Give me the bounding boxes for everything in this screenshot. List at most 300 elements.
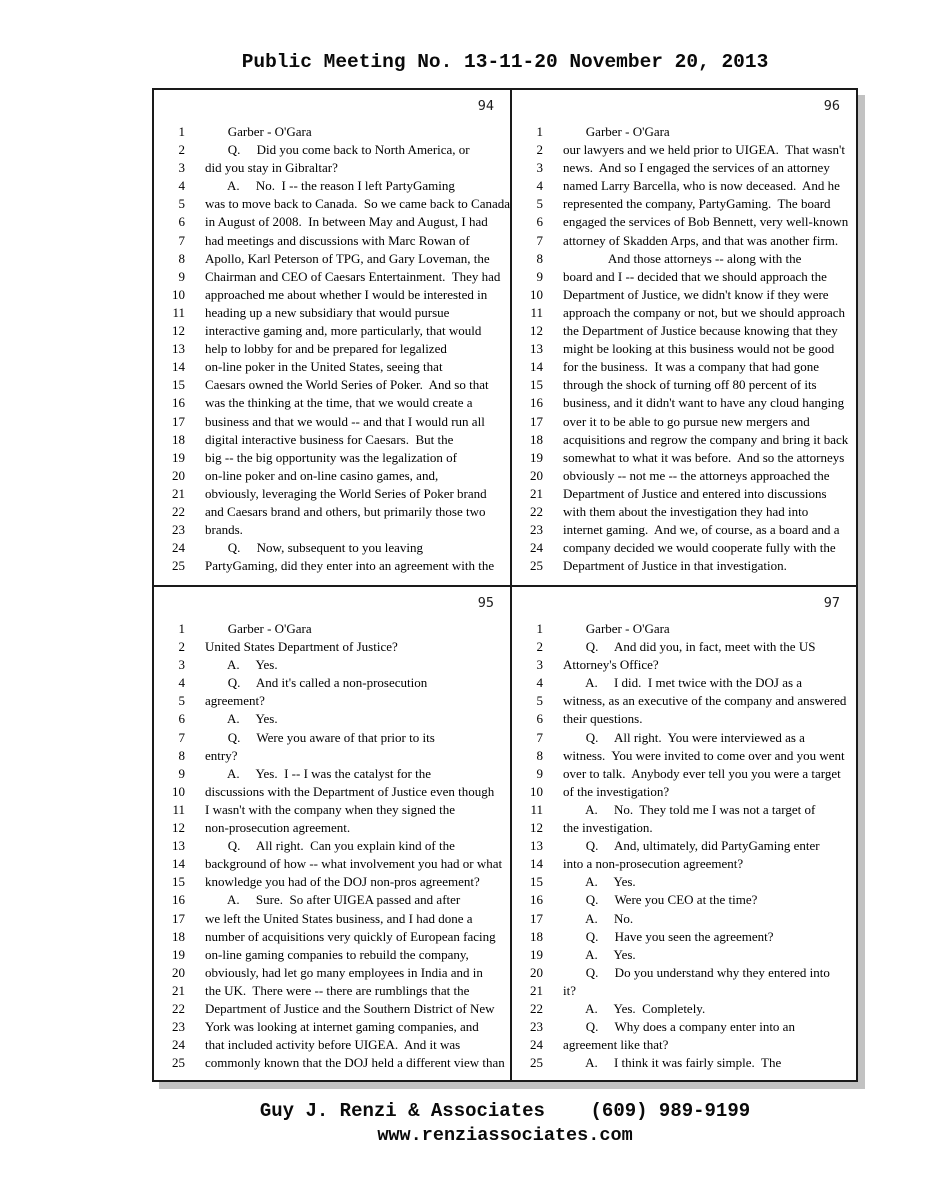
- transcript-line: [154, 250, 510, 268]
- line-text: A. No. They told me I was not a target of: [563, 801, 816, 817]
- line-number: 25: [530, 558, 544, 574]
- transcript-line: [154, 358, 510, 376]
- line-number: 17: [172, 413, 185, 429]
- page-number: 96: [823, 98, 840, 114]
- line-number: 18: [530, 431, 544, 447]
- line-text: Q. All right. Can you explain kind of the: [205, 838, 455, 854]
- line-number: 16: [172, 892, 185, 908]
- line-number: 18: [530, 928, 544, 944]
- transcript-line: [154, 123, 510, 141]
- transcript-line: [512, 928, 856, 946]
- line-text: was the thinking at the time, that we would create a: [205, 395, 473, 411]
- line-number: 17: [530, 413, 544, 429]
- transcript-line: [512, 503, 856, 521]
- line-number: 10: [530, 286, 544, 302]
- transcript-line: [154, 286, 510, 304]
- transcript-line: [154, 1036, 510, 1054]
- line-text: Garber - O'Gara: [205, 124, 312, 139]
- line-number: 13: [530, 341, 544, 357]
- transcript-line: [154, 801, 510, 819]
- transcript-line: [154, 692, 510, 710]
- transcript-line: [154, 1054, 510, 1072]
- transcript-line: [154, 177, 510, 195]
- transcript-line: [512, 891, 856, 909]
- line-number: 25: [172, 1055, 185, 1071]
- line-number: 22: [530, 503, 544, 519]
- line-text: into a non-prosecution agreement?: [563, 856, 744, 872]
- transcript-line: [154, 946, 510, 964]
- line-number: 6: [178, 711, 185, 727]
- line-text: A. Yes.: [205, 711, 278, 727]
- line-number: 10: [530, 783, 544, 799]
- line-text: Apollo, Karl Peterson of TPG, and Gary Loveman, the: [205, 250, 490, 266]
- transcript-line: [512, 413, 856, 431]
- transcript-line: [154, 928, 510, 946]
- line-text: And those attorneys -- along with the: [563, 250, 802, 266]
- transcript-line: [154, 557, 510, 575]
- page-number: 95: [477, 595, 495, 611]
- line-number: 14: [172, 856, 185, 872]
- line-number: 14: [530, 359, 544, 375]
- line-number: 12: [172, 323, 185, 339]
- line-text: Garber - O'Gara: [563, 124, 670, 139]
- line-number: 16: [172, 395, 185, 411]
- transcript-line: [512, 159, 856, 177]
- line-number: 3: [536, 657, 544, 673]
- line-text: did you stay in Gibraltar?: [205, 160, 338, 176]
- transcript-line: [154, 620, 510, 638]
- line-text: A. I did. I met twice with the DOJ as a: [563, 675, 803, 691]
- line-text: approach the company or not, but we should approach: [563, 304, 845, 320]
- transcript-line: [512, 195, 856, 213]
- page-title: Public Meeting No. 13-11-20 November 20, 2013: [241, 51, 769, 73]
- transcript-line: [154, 765, 510, 783]
- line-number: 12: [530, 323, 544, 339]
- line-text: A. Sure. So after UIGEA passed and after: [205, 892, 461, 908]
- line-number: 7: [536, 232, 544, 248]
- transcript-line: [154, 729, 510, 747]
- line-text: the Department of Justice because knowing that they: [563, 323, 838, 339]
- transcript-line: [154, 982, 510, 1000]
- transcript-line: [154, 195, 510, 213]
- transcript-line: [154, 322, 510, 340]
- transcript-line: [512, 765, 856, 783]
- line-number: 19: [530, 449, 544, 465]
- line-number: 20: [530, 467, 544, 483]
- line-text: Q. Were you CEO at the time?: [563, 892, 758, 908]
- transcript-line: [512, 946, 856, 964]
- line-number: 2: [536, 639, 544, 655]
- transcript-line: [512, 485, 856, 503]
- line-text: obviously, had let go many employees in India and in: [205, 964, 483, 980]
- line-text: Q. All right. You were interviewed as a: [563, 729, 805, 745]
- line-text: board and I -- decided that we should approach the: [563, 268, 827, 284]
- line-number: 19: [530, 946, 544, 962]
- line-number: 16: [530, 892, 544, 908]
- transcript-line: [512, 213, 856, 231]
- line-number: 23: [172, 1019, 185, 1035]
- transcript-line: [512, 747, 856, 765]
- line-text: agreement like that?: [563, 1037, 669, 1053]
- transcript-line: [154, 503, 510, 521]
- line-text: on-line gaming companies to rebuild the company,: [205, 946, 469, 962]
- line-text: on-line poker in the United States, seeing that: [205, 359, 443, 375]
- line-number: 13: [530, 838, 544, 854]
- line-text: knowledge you had of the DOJ non-pros agreement?: [205, 874, 480, 890]
- line-text: Garber - O'Gara: [205, 621, 312, 636]
- transcript-line: [512, 250, 856, 268]
- transcript-line: [512, 358, 856, 376]
- transcript-line: [512, 729, 856, 747]
- line-number: 12: [530, 820, 544, 836]
- transcript-line: [154, 964, 510, 982]
- line-number: 12: [172, 820, 185, 836]
- line-text: that included activity before UIGEA. And it was: [205, 1037, 461, 1053]
- line-text: represented the company, PartyGaming. The board: [563, 196, 831, 212]
- transcript-line: [512, 286, 856, 304]
- line-text: A. Yes.: [563, 874, 636, 890]
- line-text: Caesars owned the World Series of Poker. And so that: [205, 377, 489, 393]
- line-text: A. I think it was fairly simple. The: [563, 1055, 782, 1071]
- line-text: might be looking at this business would not be good: [563, 341, 835, 357]
- line-text: agreement?: [205, 693, 265, 709]
- transcript-line: [154, 340, 510, 358]
- line-text: entry?: [205, 747, 238, 763]
- line-number: 23: [530, 1019, 544, 1035]
- line-text: Q. And, ultimately, did PartyGaming enter: [563, 838, 820, 854]
- transcript-line: [512, 1000, 856, 1018]
- line-text: York was looking at internet gaming companies, and: [205, 1019, 479, 1035]
- line-text: Q. And did you, in fact, meet with the US: [563, 639, 816, 655]
- reporter-company-phone: Guy J. Renzi & Associates (609) 989-9199: [259, 1100, 751, 1122]
- line-number: 25: [530, 1055, 544, 1071]
- transcript-line: [154, 394, 510, 412]
- transcript-line: [154, 910, 510, 928]
- line-text: the investigation.: [563, 820, 653, 836]
- page-number: 94: [477, 98, 495, 114]
- transcript-line: [512, 873, 856, 891]
- transcript-line: [154, 747, 510, 765]
- line-number: 8: [178, 250, 185, 266]
- line-text: news. And so I engaged the services of an attorney: [563, 160, 830, 176]
- transcript-line: [154, 674, 510, 692]
- transcript-line: [512, 855, 856, 873]
- transcript-page-96: [512, 90, 856, 587]
- transcript-line: [512, 692, 856, 710]
- transcript-line: [154, 304, 510, 322]
- line-text: Q. Now, subsequent to you leaving: [205, 540, 423, 556]
- line-text: Q. Did you come back to North America, or: [205, 142, 470, 158]
- transcript-line: [512, 376, 856, 394]
- line-number: 19: [172, 946, 185, 962]
- transcript-line: [154, 521, 510, 539]
- transcript-line: [512, 141, 856, 159]
- transcript-line: [154, 232, 510, 250]
- line-number: 9: [536, 765, 544, 781]
- transcript-lines: [512, 123, 856, 575]
- transcript-line: [512, 801, 856, 819]
- transcript-line: [512, 322, 856, 340]
- line-text: Department of Justice in that investigation.: [563, 558, 787, 574]
- line-number: 11: [172, 304, 185, 320]
- line-number: 6: [178, 214, 185, 230]
- transcript-line: [512, 710, 856, 728]
- line-text: over to talk. Anybody ever tell you you were a target: [563, 765, 841, 781]
- line-number: 14: [172, 359, 185, 375]
- line-number: 7: [178, 232, 185, 248]
- transcript-line: [512, 467, 856, 485]
- transcript-line: [512, 964, 856, 982]
- line-number: 18: [172, 431, 185, 447]
- transcript-line: [512, 783, 856, 801]
- line-text: was to move back to Canada. So we came back to Canada: [205, 196, 511, 212]
- transcript-line: [154, 891, 510, 909]
- line-text: A. Yes.: [205, 657, 278, 673]
- line-number: 25: [172, 558, 185, 574]
- line-number: 21: [530, 982, 544, 998]
- line-number: 13: [172, 838, 185, 854]
- line-text: company decided we would cooperate fully with the: [563, 540, 836, 556]
- line-number: 24: [530, 540, 544, 556]
- transcript-line: [154, 485, 510, 503]
- line-number: 2: [178, 142, 185, 158]
- line-text: engaged the services of Bob Bennett, very well-known: [563, 214, 849, 230]
- line-number: 19: [172, 449, 185, 465]
- line-text: through the shock of turning off 80 percent of its: [563, 377, 817, 393]
- transcript-line: [512, 431, 856, 449]
- line-number: 6: [536, 711, 544, 727]
- line-text: help to lobby for and be prepared for legalized: [205, 341, 447, 357]
- page-number: 97: [823, 595, 840, 611]
- line-number: 5: [536, 693, 544, 709]
- line-number: 2: [178, 639, 185, 655]
- line-text: in August of 2008. In between May and August, I had: [205, 214, 488, 230]
- transcript-lines: [512, 620, 856, 1072]
- transcript-line: [154, 449, 510, 467]
- line-text: background of how -- what involvement you had or what: [205, 856, 503, 872]
- transcript-page-95: [154, 587, 512, 1080]
- transcript-line: [512, 638, 856, 656]
- transcript-line: [512, 449, 856, 467]
- line-text: A. Yes. Completely.: [563, 1000, 706, 1016]
- line-text: Q. Why does a company enter into an: [563, 1019, 795, 1035]
- line-text: Chairman and CEO of Caesars Entertainment. They had: [205, 268, 501, 284]
- line-number: 14: [530, 856, 544, 872]
- line-text: A. Yes.: [563, 946, 636, 962]
- line-text: Q. Were you aware of that prior to its: [205, 729, 435, 745]
- line-text: obviously, leveraging the World Series of Poker brand: [205, 485, 487, 501]
- line-text: Q. Do you understand why they entered into: [563, 964, 830, 980]
- transcript-line: [154, 710, 510, 728]
- line-text: Department of Justice, we didn't know if they were: [563, 286, 829, 302]
- line-text: interactive gaming and, more particularly, that would: [205, 323, 482, 339]
- transcript-lines: [154, 620, 510, 1072]
- transcript-page-94: [154, 90, 512, 587]
- transcript-line: [154, 467, 510, 485]
- line-text: brands.: [205, 522, 243, 538]
- line-text: number of acquisitions very quickly of European facing: [205, 928, 496, 944]
- line-number: 18: [172, 928, 185, 944]
- line-number: 1: [178, 124, 185, 139]
- line-number: 10: [172, 286, 185, 302]
- transcript-line: [154, 873, 510, 891]
- line-number: 3: [178, 657, 185, 673]
- line-text: commonly known that the DOJ held a different view than: [205, 1055, 505, 1071]
- transcript-line: [154, 783, 510, 801]
- transcript-line: [512, 819, 856, 837]
- line-text: digital interactive business for Caesars. But the: [205, 431, 454, 447]
- line-number: 4: [178, 178, 185, 194]
- line-number: 21: [172, 982, 185, 998]
- line-text: with them about the investigation they had into: [563, 503, 809, 519]
- transcript-line: [154, 855, 510, 873]
- line-number: 22: [172, 1000, 185, 1016]
- line-number: 21: [172, 485, 185, 501]
- line-text: we left the United States business, and I had done a: [205, 910, 473, 926]
- transcript-lines: [154, 123, 510, 575]
- line-number: 16: [530, 395, 544, 411]
- line-number: 4: [536, 675, 544, 691]
- transcript-line: [154, 539, 510, 557]
- line-text: witness. You were invited to come over and you went: [563, 747, 845, 763]
- line-number: 13: [172, 341, 185, 357]
- line-text: United States Department of Justice?: [205, 639, 398, 655]
- line-number: 24: [172, 540, 185, 556]
- transcript-line: [512, 232, 856, 250]
- line-text: A. No. I -- the reason I left PartyGaming: [205, 178, 455, 194]
- line-number: 1: [536, 621, 544, 636]
- line-text: of the investigation?: [563, 783, 670, 799]
- transcript-line: [512, 177, 856, 195]
- line-text: Department of Justice and entered into discussions: [563, 485, 827, 501]
- transcript-line: [512, 123, 856, 141]
- line-text: the UK. There were -- there are rumblings that the: [205, 982, 470, 998]
- transcript-line: [154, 656, 510, 674]
- line-number: 15: [172, 377, 185, 393]
- line-number: 7: [536, 729, 544, 745]
- transcript-line: [512, 910, 856, 928]
- line-number: 9: [178, 268, 185, 284]
- line-text: Q. And it's called a non-prosecution: [205, 675, 428, 691]
- line-number: 4: [536, 178, 544, 194]
- line-text: business, and it didn't want to have any cloud hanging: [563, 395, 845, 411]
- line-number: 22: [530, 1000, 544, 1016]
- line-number: 15: [530, 874, 544, 890]
- line-text: non-prosecution agreement.: [205, 820, 351, 836]
- transcript-line: [512, 557, 856, 575]
- line-number: 8: [178, 747, 185, 763]
- line-number: 1: [178, 621, 185, 636]
- line-text: internet gaming. And we, of course, as a board and a: [563, 522, 840, 538]
- line-text: discussions with the Department of Justice even though: [205, 783, 495, 799]
- line-number: 23: [172, 522, 185, 538]
- transcript-line: [512, 982, 856, 1000]
- line-number: 22: [172, 503, 185, 519]
- line-text: Q. Have you seen the agreement?: [563, 928, 774, 944]
- line-number: 4: [178, 675, 185, 691]
- line-number: 11: [530, 801, 544, 817]
- line-number: 20: [530, 964, 544, 980]
- line-text: had meetings and discussions with Marc Rowan of: [205, 232, 470, 248]
- line-number: 1: [536, 124, 544, 139]
- line-text: heading up a new subsidiary that would pursue: [205, 304, 450, 320]
- line-text: business and that we would -- and that I would run all: [205, 413, 485, 429]
- line-text: approached me about whether I would be interested in: [205, 286, 488, 302]
- line-text: it?: [563, 982, 577, 998]
- line-text: PartyGaming, did they enter into an agreement with the: [205, 558, 495, 574]
- transcript-line: [512, 837, 856, 855]
- transcript-line: [154, 837, 510, 855]
- line-text: A. No.: [563, 910, 634, 926]
- transcript-page-97: [512, 587, 856, 1080]
- line-number: 5: [178, 196, 185, 212]
- transcript-line: [512, 1036, 856, 1054]
- transcript-line: [154, 1000, 510, 1018]
- line-number: 3: [536, 160, 544, 176]
- transcript-line: [512, 674, 856, 692]
- line-text: obviously -- not me -- the attorneys approached the: [563, 467, 830, 483]
- reporter-website: www.renziassociates.com: [377, 1125, 633, 1146]
- line-number: 11: [172, 801, 185, 817]
- line-number: 23: [530, 522, 544, 538]
- line-text: big -- the big opportunity was the legalization of: [205, 449, 457, 465]
- line-number: 15: [172, 874, 185, 890]
- line-number: 5: [178, 693, 185, 709]
- transcript-line: [512, 1018, 856, 1036]
- line-number: 17: [172, 910, 185, 926]
- line-number: 3: [178, 160, 185, 176]
- transcript-line: [154, 819, 510, 837]
- line-number: 20: [172, 467, 185, 483]
- line-number: 15: [530, 377, 544, 393]
- line-text: Garber - O'Gara: [563, 621, 670, 636]
- transcript-line: [154, 376, 510, 394]
- line-number: 9: [536, 268, 544, 284]
- transcript-line: [154, 638, 510, 656]
- line-text: witness, as an executive of the company and answered: [563, 693, 847, 709]
- transcript-line: [512, 1054, 856, 1072]
- line-number: 21: [530, 485, 544, 501]
- line-text: I wasn't with the company when they signed the: [205, 801, 456, 817]
- line-text: somewhat to what it was before. And so the attorneys: [563, 449, 845, 465]
- line-number: 11: [530, 304, 544, 320]
- line-number: 10: [172, 783, 185, 799]
- line-number: 8: [536, 747, 544, 763]
- transcript-line: [154, 213, 510, 231]
- transcript-line: [512, 656, 856, 674]
- line-text: A. Yes. I -- I was the catalyst for the: [205, 765, 432, 781]
- line-number: 24: [530, 1037, 544, 1053]
- transcript-line: [512, 539, 856, 557]
- line-number: 5: [536, 196, 544, 212]
- transcript-line: [154, 159, 510, 177]
- line-text: their questions.: [563, 711, 643, 727]
- transcript-grid: [152, 88, 858, 1082]
- line-text: for the business. It was a company that had gone: [563, 359, 820, 375]
- line-number: 9: [178, 765, 185, 781]
- line-number: 7: [178, 729, 185, 745]
- line-number: 2: [536, 142, 544, 158]
- transcript-line: [512, 620, 856, 638]
- line-text: on-line poker and on-line casino games, and,: [205, 467, 439, 483]
- transcript-line: [154, 431, 510, 449]
- line-text: Attorney's Office?: [563, 657, 659, 673]
- transcript-line: [512, 340, 856, 358]
- line-text: named Larry Barcella, who is now deceased. And he: [563, 178, 840, 194]
- line-text: acquisitions and regrow the company and bring it back: [563, 431, 849, 447]
- line-text: Department of Justice and the Southern District of New: [205, 1000, 495, 1016]
- line-number: 8: [536, 250, 544, 266]
